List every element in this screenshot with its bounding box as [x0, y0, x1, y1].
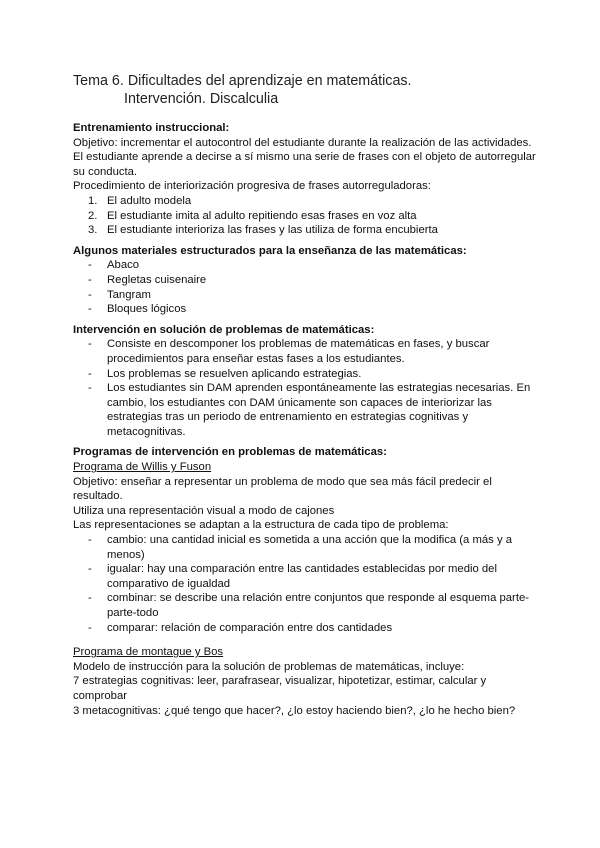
list-item-text: Tangram	[107, 288, 151, 301]
list-marker: -	[88, 273, 92, 286]
list-item-text: comparar: relación de comparación entre dos cantidades	[107, 621, 393, 634]
section-heading-problem-solving: Intervención en solución de problemas de matemáticas:	[73, 323, 375, 336]
list-item-text: Regletas cuisenaire	[107, 273, 207, 286]
list-item	[73, 223, 543, 238]
list-marker: -	[88, 621, 92, 634]
page-subtitle: Intervención. Discalculia	[124, 91, 279, 107]
list-item	[73, 209, 543, 224]
list-item	[73, 194, 543, 209]
bullet-list-problem-types	[73, 533, 543, 635]
list-item	[73, 621, 543, 636]
list-marker: -	[88, 288, 92, 301]
section-heading-intervention-programs: Programas de intervención en problemas de matemáticas:	[73, 446, 387, 459]
list-item	[73, 562, 543, 591]
list-marker: -	[88, 563, 92, 576]
list-item-text: igualar: hay una comparación entre las cantidades establecidas por medio del comparativo de igualdad	[107, 563, 497, 590]
bullet-list-problem-solving	[73, 337, 543, 439]
list-marker: 1.	[88, 194, 98, 207]
section-heading-instructional-training: Entrenamiento instruccional:	[73, 122, 230, 134]
paragraph-procedure: Procedimiento de interiorización progresiva de frases autorreguladoras:	[73, 180, 431, 193]
paragraph-program2-metacognitive: 3 metacognitivas: ¿qué tengo que hacer?, ¿lo estoy haciendo bien?, ¿lo he hecho bien?	[73, 704, 516, 717]
list-item-text: El estudiante imita al adulto repitiendo esas frases en voz alta	[107, 209, 417, 222]
numbered-list-steps	[73, 194, 543, 238]
page-title: Tema 6. Dificultades del aprendizaje en matemáticas.	[73, 73, 412, 89]
paragraph-program2-cognitive: 7 estrategias cognitivas: leer, parafrasear, visualizar, hipotetizar, estimar, calcular y comprobar	[73, 675, 487, 702]
document-body	[73, 121, 543, 718]
list-item	[73, 367, 543, 382]
paragraph-program1-visual: Utiliza una representación visual a modo de cajones	[73, 504, 335, 517]
list-item-text: Bloques lógicos	[107, 303, 187, 316]
list-item	[73, 381, 543, 439]
bullet-list-materials	[73, 258, 543, 316]
list-marker: -	[88, 367, 92, 380]
program-title-montague-bos: Programa de montague y Bos	[73, 646, 224, 659]
list-marker: -	[88, 259, 92, 272]
paragraph-program1-objective: Objetivo: enseñar a representar un problema de modo que sea más fácil predecir el resultado.	[73, 475, 492, 503]
list-item-text: cambio: una cantidad inicial es sometida a una acción que la modifica (a más y a menos)	[107, 534, 513, 561]
list-marker: 2.	[88, 209, 98, 222]
list-marker: -	[88, 534, 92, 547]
section-heading-materials: Algunos materiales estructurados para la enseñanza de las matemáticas:	[73, 244, 467, 257]
list-item-text: El adulto modela	[107, 194, 192, 207]
paragraph-program2-model: Modelo de instrucción para la solución de problemas de matemáticas, incluye:	[73, 660, 465, 673]
paragraph-program1-adapt: Las representaciones se adaptan a la estructura de cada tipo de problema:	[73, 519, 449, 532]
list-item-text: Abaco	[107, 259, 140, 272]
paragraph-description: El estudiante aprende a decirse a sí mismo una serie de frases con el objeto de autorregular su conducta.	[73, 151, 536, 178]
list-marker: -	[88, 338, 92, 351]
list-marker: -	[88, 592, 92, 605]
list-item	[73, 258, 543, 273]
list-item	[73, 302, 543, 317]
list-marker: -	[88, 382, 92, 395]
list-item	[73, 337, 543, 366]
list-item-text: combinar: se describe una relación entre conjuntos que responde al esquema parte-parte-todo	[107, 592, 530, 619]
list-item-text: El estudiante interioriza las frases y las utiliza de forma encubierta	[107, 224, 438, 237]
list-item-text: Los estudiantes sin DAM aprenden espontáneamente las estrategias necesarias. En cambio, los estudiantes con DAM únicamente son capaces de interiorizar las estrategias tras un periodo de entrenamiento en estrategias cognitivas y metacognitivas.	[107, 382, 531, 438]
list-item-text: Consiste en descomponer los problemas de matemáticas en fases, y buscar procedimientos para enseñar estas fases a los estudiantes.	[107, 338, 490, 365]
list-marker: -	[88, 303, 92, 316]
list-item	[73, 533, 543, 562]
list-item	[73, 288, 543, 303]
list-marker: 3.	[88, 224, 98, 237]
list-item	[73, 591, 543, 620]
paragraph-objective: Objetivo: incrementar el autocontrol del estudiante durante la realización de las actividades.	[73, 136, 532, 149]
list-item-text: Los problemas se resuelven aplicando estrategias.	[107, 367, 362, 380]
program-title-willis-fuson: Programa de Willis y Fuson	[73, 461, 212, 474]
list-item	[73, 273, 543, 288]
